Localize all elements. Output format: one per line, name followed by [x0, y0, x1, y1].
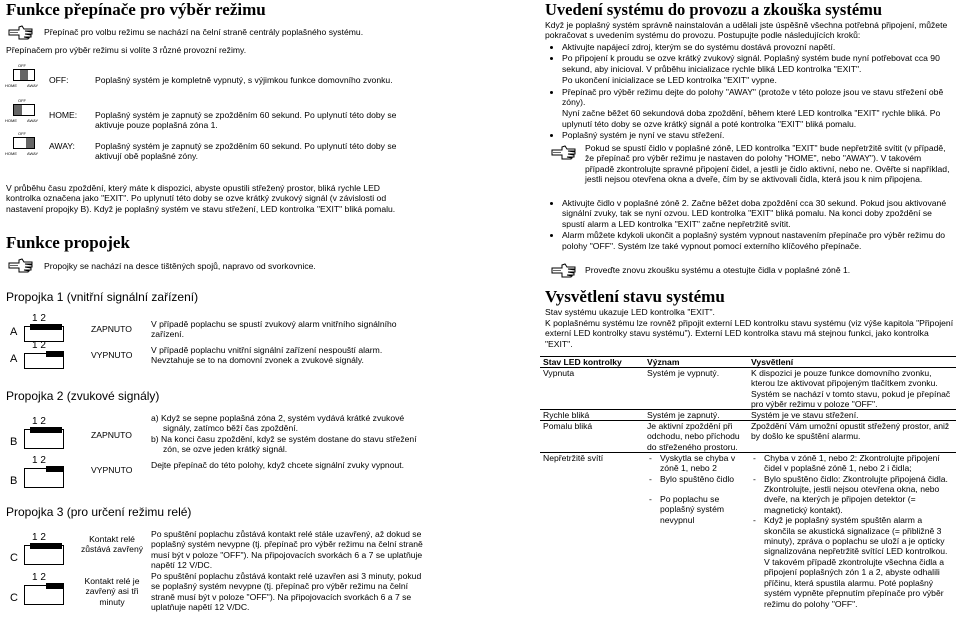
meaning-list — [647, 453, 745, 525]
mode-desc-off: Poplašný systém je kompletně vypnutý, s výjimkou funkce domovního zvonku. — [95, 75, 393, 85]
jumper1-state-on: ZAPNUTO — [91, 324, 132, 334]
list-item: • Aktivujte čidlo v poplašné zóně 2. Začne běžet doba zpoždění cca 30 sekund. Pokud jsou aktivované signální zvuky, tak se nyní ozvou. LED kontrolka "EXIT" bliká pomalu. Na konci doby zpoždění se spustí alarm a LED kontrolka "EXIT" začne nepřetržitě svítit. — [562, 198, 954, 229]
jumper3-desc-on: Po spuštění poplachu zůstává kontakt relé stále uzavřený, až dokud se poplašný systém nevypne (tj. přepínač pro výběr režimu na čelní straně musí být v poloze "OFF"). Na připojovacích svorkách 6 a 7 se uplatňuje napětí 12 V/DC. — [151, 529, 423, 571]
table-row: Vypnuta Systém je vypnutý. K dispozici je pouze funkce domovního zvonku, kterou lze aktivovat připojeným tlačítkem zvonku. Systém se nachází v tomto stavu, pokud je přepínač pro výběr režimu v poloze "OFF". — [540, 368, 956, 410]
jumper3-off-icon: 1 2 C — [10, 572, 70, 612]
pointing-hand-icon — [551, 145, 577, 160]
mode-switch-home-icon: OFF HOME AWAY — [5, 98, 39, 123]
jumper2-desc-a: a) Když se sepne poplašná zóna 2, systém vydává krátké zvukové signály, zatímco běží čas zpoždění. — [151, 413, 405, 434]
jumper1-on-icon: 1 2 A — [10, 313, 70, 347]
list-item: • Alarm můžete kdykoli ukončit a poplašný systém vypnout nastavením přepínače pro výběr režimu do polohy "OFF". Systém lze také vypnout pomocí externího klíčového přepínače. — [562, 230, 954, 251]
list-item: • Aktivujte napájecí zdroj, kterým se do systému dostává provozní napětí. — [562, 42, 954, 52]
list-item: Po ukončení inicializace se LED kontrolka "EXIT" vypne. — [562, 75, 777, 86]
mode-switch-away-icon: OFF HOME AWAY — [5, 131, 39, 156]
list-item: • Poplašný systém je nyní ve stavu střežení. — [562, 130, 954, 140]
repeat-test-note: Proveďte znovu zkoušku systému a otestujte čidla v poplašné zóně 1. — [585, 265, 851, 275]
section-title-commissioning: Uvedení systému do provozu a zkouška systému — [545, 0, 883, 19]
jumper2-on-icon: 1 2 B — [10, 416, 70, 456]
list-item: - Bylo spuštěno čidlo — [660, 474, 745, 484]
jumper3-on-icon: 1 2 C — [10, 532, 70, 572]
jumper2-desc-b: b) Na konci času zpoždění, když se systém dostane do stavu střežení zón, se ozve jeden krátký signál. — [151, 434, 417, 455]
list-item: • Přepínač pro výběr režimu dejte do polohy "AWAY" (protože v této poloze jsou ve stavu střežení obě zóny). — [562, 87, 954, 108]
jumper3-title: Propojka 3 (pro určení režimu relé) — [6, 505, 192, 519]
intro-modes: Přepínačem pro výběr režimu si volíte 3 různé provozní režimy. — [6, 45, 247, 55]
delay-paragraph: V průběhu času zpoždění, který máte k dispozici, abyste opustili střežený prostor, bliká rychle LED kontrolka označena jako "EXIT". Po uplynutí této doby se ozve krátký zvukový signál (v závislosti od nastavení propojky B). Když je poplašný systém ve stavu střežení, LED kontrolka "EXIT" bliká pomalu. — [6, 183, 396, 214]
pointing-hand-icon — [8, 25, 34, 40]
mode-desc-away: Poplašný systém je zapnutý se zpožděním 60 sekund. Po uplynutí této doby se aktivují obě poplašné zóny. — [95, 141, 397, 162]
list-item: Nyní začne běžet 60 sekundová doba zpoždění, během které LED kontrolka "EXIT" rychle bliká. Po uplynutí této doby se ozve krátký signál a poté kontrolka "EXIT" bliká pomalu. — [562, 108, 941, 129]
sensor-check-paragraph: Pokud se spustí čidlo v poplašné zóně, LED kontrolka "EXIT" bude nepřetržitě svítit (v případě, že přepínač pro výběr režimu je nastaven do polohy "HOME", nebo "AWAY"). V takovém případě zkontrolujte spravné připojení čidel, a jestli je čidlo aktivní, nebo ne. Ověřte si například, jestli nejsou otevřena okna a dveře, čím by se aktivovali čidla, která jsou k nim připojena. — [585, 143, 950, 185]
jumper2-state-off: VYPNUTO — [91, 465, 133, 475]
table-header: Význam — [644, 357, 748, 368]
section-title-mode-switch: Funkce přepínače pro výběr režimu — [6, 0, 266, 19]
mode-switch-off-icon: OFF HOME AWAY — [5, 63, 39, 88]
status-intro-1: Stav systému ukazuje LED kontrolka "EXIT". — [545, 307, 715, 317]
pointing-hand-icon — [8, 258, 34, 273]
list-item: - Po poplachu se poplašný systém nevypnul — [660, 494, 745, 525]
list-item: - Chyba v zóně 1, nebo 2: Zkontrolujte připojení čidel v poplašné zóně 1, nebo 2 i čidla; — [764, 453, 953, 474]
jumper2-state-on: ZAPNUTO — [91, 430, 132, 440]
section-title-status: Vysvětlení stavu systému — [545, 287, 725, 306]
table-row: Nepřetržitě svítí - Vyskytla se chyba v zóně 1, nebo 2 - Bylo spuštěno čidlo - Po poplachu se poplašný systém nevypnul - Chyba v zóně 1, nebo 2: Zkontrolujte připojení čidel v poplašné zóně 1, nebo 2 i čidla; - Bylo spuštěno čidlo: Zkontrolujte připojená čidla. Zkontrolujte, jestli nejsou otevřena okna, nebo dveře, na kterých je připojen detektor (= magnetický kontakt). - Když je poplašný systém spuštěn alarm a skončila se akustická signalizace (= přibližně 3 minuty), zpráva o poplachu se uloží a je opticky signalizována nepřetržitě svítící LED kontrolkou. V takovém případě zkontrolujte všechna čidla a připojení poplašných zón 1 a 2, abyste odhalili příčinu, která spustila alarmu. Poté poplašný systém vypněte přepnutím přepínače pro výběr režimu do polohy "OFF". — [540, 452, 956, 609]
jumper2-desc-off: Dejte přepínač do této polohy, když chcete signální zvuky vypnout. — [151, 460, 405, 470]
table-header-row — [540, 357, 956, 368]
mode-label-away: AWAY: — [49, 141, 75, 151]
status-table — [540, 356, 956, 609]
note-switch-location: Přepínač pro volbu režimu se nachází na čelní straně centrály poplašného systému. — [44, 27, 364, 37]
list-item: - Bylo spuštěno čidlo: Zkontrolujte připojená čidla. Zkontrolujte, jestli nejsou otevřena okna, nebo dveře, na kterých je připojen detektor (= magnetický kontakt). — [764, 474, 953, 516]
mode-desc-home: Poplašný systém je zapnutý se zpožděním 60 sekund. Po uplynutí této doby se aktivuje pouze poplašná zóna 1. — [95, 110, 397, 131]
table-header: Stav LED kontrolky — [540, 357, 644, 368]
jumper1-title: Propojka 1 (vnitřní signální zařízení) — [6, 290, 199, 304]
explanation-list — [751, 453, 953, 609]
jumper1-desc-off: V případě poplachu vnitřní signální zařízení nespouští alarm. Nevztahuje se to na domovní zvonek a zvukové signály. — [151, 345, 383, 366]
jumper2-title: Propojka 2 (zvukové signály) — [6, 389, 160, 403]
pointing-hand-icon — [551, 263, 577, 278]
jumper1-off-icon: 1 2 A — [10, 340, 70, 374]
commissioning-intro: Když je poplašný systém správně nainstalován a udělali jste úspěšně všechna potřebná připojení, můžete pokračovat s uvedením systému do provozu. Postupujte podle následujících kroků: — [545, 20, 948, 41]
table-row: Rychle bliká Systém je zapnutý. Systém je ve stavu střežení. — [540, 410, 956, 421]
steps-list-b — [548, 198, 954, 252]
status-intro-2: K poplašnému systému lze rovněž připojit externí LED kontrolku stavu systému (viz výše kapitola "Připojení externí LED kontrolky stavu systému"). Externí LED kontrolka stavu má stejnou funkci, jako kontrolka "EXIT". — [545, 318, 954, 349]
steps-list-a — [548, 42, 954, 142]
jumper2-off-icon: 1 2 B — [10, 455, 70, 495]
list-item: - Vyskytla se chyba v zóně 1, nebo 2 — [660, 453, 745, 474]
jumper3-state-off: Kontakt relé je zavřený asi tři minuty — [84, 576, 140, 607]
table-row: Pomalu bliká Je aktivní zpoždění při odchodu, nebo příchodu do střeženého prostoru. Zpoždění Vám umožní opustit střežený prostor, aniž by došlo ke spuštění alarmu. — [540, 421, 956, 453]
list-item: • Po připojení k proudu se ozve krátký zvukový signál. Poplašný systém bude nyní potřebovat cca 90 sekund, aby inicioval. V průběhu inicializace rychle bliká LED kontrolka "EXIT". — [562, 53, 954, 74]
mode-label-home: HOME: — [49, 110, 78, 120]
list-item: - Když je poplašný systém spuštěn alarm a skončila se akustická signalizace (= přibližně 3 minuty), zpráva o poplachu se uloží a je opticky signalizována nepřetržitě svítící LED kontrolkou. V takovém případě zkontrolujte všechna čidla a připojení poplašných zón 1 a 2, abyste odhalili příčinu, která spustila alarmu. Poté poplašný systém vypněte přepnutím přepínače pro výběr režimu do polohy "OFF". — [764, 515, 953, 609]
jumper1-state-off: VYPNUTO — [91, 350, 133, 360]
section-title-jumpers: Funkce propojek — [6, 233, 130, 252]
jumper1-desc-on: V případě poplachu se spustí zvukový alarm vnitřního signálního zařízení. — [151, 319, 397, 340]
mode-label-off: OFF: — [49, 75, 69, 85]
jumper3-state-on: Kontakt relé zůstává zavřený — [80, 534, 144, 555]
table-header: Vysvětlení — [748, 357, 956, 368]
jumper3-desc-off: Po spuštění poplachu zůstává kontakt relé uzavřen asi 3 minuty, pokud se poplašný systém nevypne (tj. přepínač pro výběr režimu na čelní straně musí být v poloze "OFF"). Na připojovacích svorkách 6 a 7 se uplatňuje napětí 12 V/DC. — [151, 571, 422, 613]
note-jumper-location: Propojky se nachází na desce tištěných spojů, napravo od svorkovnice. — [44, 261, 316, 271]
